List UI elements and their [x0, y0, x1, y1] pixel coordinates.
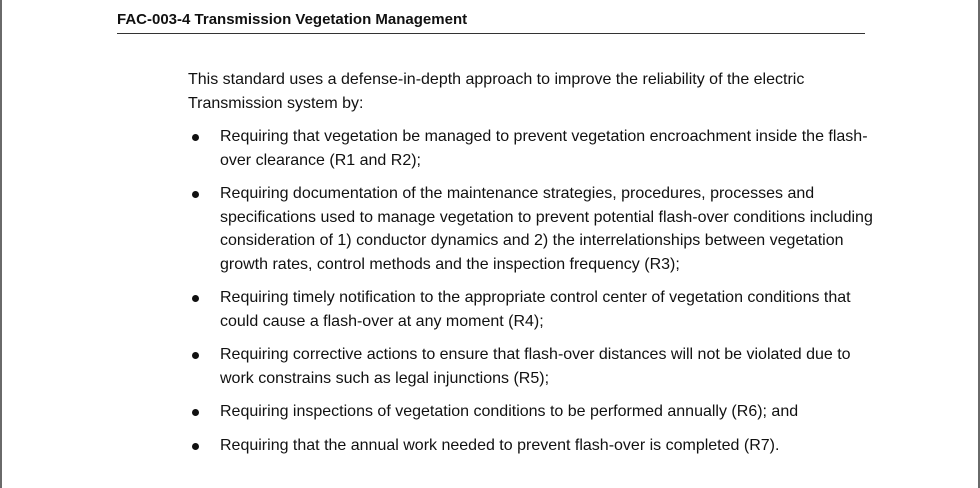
list-item-text: Requiring that the annual work needed to prevent flash-over is completed (R7).	[220, 436, 780, 454]
list-item-text: Requiring timely notification to the appropriate control center of vegetation conditions that could cause a flash-over at any moment (R4);	[220, 289, 851, 330]
list-item	[188, 400, 888, 424]
document-header	[117, 9, 865, 34]
list-item	[188, 125, 888, 172]
header-title: FAC-003-4 Transmission Vegetation Management	[117, 11, 468, 28]
bullet-icon	[192, 409, 199, 416]
document-body	[188, 68, 888, 467]
bullet-icon	[192, 191, 199, 198]
page-left-border	[0, 0, 2, 488]
intro-paragraph: This standard uses a defense-in-depth approach to improve the reliability of the electric Transmission system by:	[188, 71, 805, 112]
bullet-icon	[192, 352, 199, 359]
bullet-icon	[192, 443, 199, 450]
list-item	[188, 182, 888, 276]
list-item	[188, 343, 888, 390]
list-item	[188, 286, 888, 333]
bullet-icon	[192, 134, 199, 141]
list-item	[188, 434, 888, 458]
list-item-text: Requiring corrective actions to ensure that flash-over distances will not be violated due to work constrains such as legal injunctions (R5);	[220, 346, 851, 387]
bullet-icon	[192, 295, 199, 302]
list-item-text: Requiring documentation of the maintenance strategies, procedures, processes and specifications used to manage vegetation to prevent potential flash-over conditions including consideration of 1) conductor dynamics and 2) the interrelationships between vegetation growth rates, control methods and the inspection frequency (R3);	[220, 185, 873, 273]
list-item-text: Requiring inspections of vegetation conditions to be performed annually (R6); and	[220, 403, 799, 420]
list-item-text: Requiring that vegetation be managed to prevent vegetation encroachment inside the flash-over clearance (R1 and R2);	[220, 128, 868, 169]
requirements-list	[188, 125, 888, 457]
